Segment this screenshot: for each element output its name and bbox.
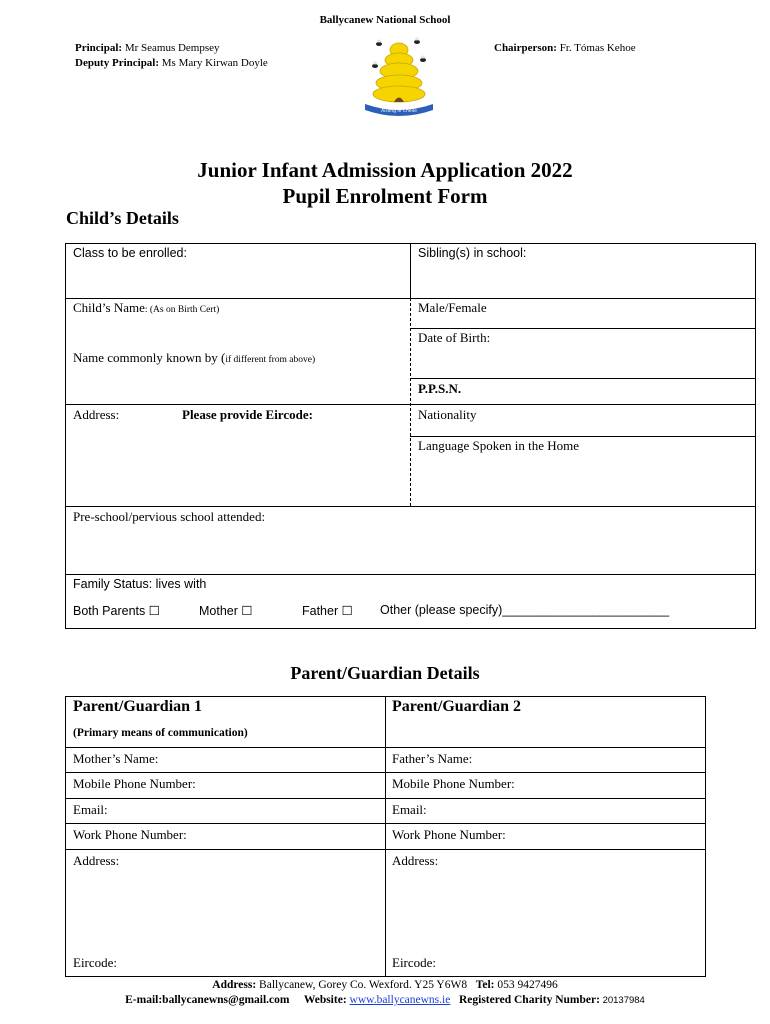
footer-tel-value: 053 9427496 — [494, 979, 558, 991]
school-crest-logo — [357, 30, 441, 116]
chairperson-name: Fr. Tómas Kehoe — [559, 42, 636, 54]
siblings-label: Sibling(s) in school: — [418, 246, 527, 260]
class-enrolled-label: Class to be enrolled: — [73, 246, 187, 260]
parent1-mobile-label[interactable]: Mobile Phone Number: — [73, 776, 196, 791]
parent1-address-label[interactable]: Address: — [73, 853, 120, 868]
mothers-name-label[interactable]: Mother’s Name: — [73, 751, 159, 766]
parent2-mobile-label[interactable]: Mobile Phone Number: — [392, 776, 515, 791]
footer-tel-label: Tel: — [475, 979, 495, 991]
option-mother[interactable]: Mother ☐ — [199, 604, 253, 618]
date-of-birth-label[interactable]: Date of Birth: — [418, 330, 491, 345]
table-rule — [65, 798, 706, 799]
parent2-eircode-label[interactable]: Eircode: — [392, 955, 437, 970]
table-rule — [65, 849, 706, 850]
parent2-email-label[interactable]: Email: — [392, 802, 427, 817]
crest-motto: Aisling le Chéile — [381, 109, 417, 114]
footer-website-link[interactable]: www.ballycanewns.ie — [349, 994, 451, 1006]
nationality-label[interactable]: Nationality — [418, 407, 477, 422]
school-name: Ballycanew National School — [319, 14, 451, 26]
table-rule — [65, 298, 756, 299]
table-rule — [410, 436, 756, 437]
eircode-prompt: Please provide Eircode: — [182, 407, 313, 422]
option-both-parents[interactable]: Both Parents ☐ — [73, 604, 160, 618]
footer-charity-number: 20137984 — [599, 995, 645, 1006]
family-status-label: Family Status: lives with — [73, 577, 207, 591]
table-rule — [410, 328, 756, 329]
chairperson-label: Chairperson: — [494, 42, 557, 54]
parent2-title: Parent/Guardian 2 — [392, 698, 522, 715]
table-rule — [65, 747, 706, 748]
option-father[interactable]: Father ☐ — [302, 604, 353, 618]
table-rule — [410, 378, 756, 379]
deputy-principal-name: Ms Mary Kirwan Doyle — [161, 57, 268, 69]
footer-address-line — [0, 979, 770, 991]
known-as-note: if different from above) — [225, 355, 316, 365]
footer-contact-line — [0, 994, 770, 1006]
principal-label: Principal: — [75, 42, 123, 54]
table-rule — [65, 574, 756, 575]
known-as-label: Name commonly known by ( — [73, 350, 226, 365]
childs-name-field[interactable] — [73, 300, 219, 316]
chairperson-line — [494, 42, 636, 54]
footer-address-value: Ballycanew, Gorey Co. Wexford. Y25 Y6W8 — [256, 979, 468, 991]
gender-label[interactable]: Male/Female — [418, 300, 487, 315]
parent-guardian-heading: Parent/Guardian Details — [290, 663, 480, 683]
option-other[interactable]: Other (please specify)________________________ — [380, 603, 670, 617]
table-rule — [65, 823, 706, 824]
table-divider — [410, 243, 411, 298]
childs-name-note: : (As on Birth Cert) — [144, 305, 220, 315]
fathers-name-label[interactable]: Father’s Name: — [392, 751, 473, 766]
childs-details-heading: Child’s Details — [66, 208, 179, 228]
footer-charity-label: Registered Charity Number: — [458, 994, 600, 1006]
footer-address-label: Address: — [212, 979, 257, 991]
principal-name: Mr Seamus Dempsey — [124, 42, 220, 54]
parent1-note: (Primary means of communication) — [73, 727, 248, 739]
principal-line — [75, 42, 220, 54]
ppsn-label[interactable]: P.P.S.N. — [418, 381, 462, 396]
parent2-address-label[interactable]: Address: — [392, 853, 439, 868]
preschool-label[interactable]: Pre-school/pervious school attended: — [73, 509, 266, 524]
table-divider — [385, 696, 386, 977]
form-title: Junior Infant Admission Application 2022 — [197, 158, 573, 182]
table-rule — [65, 404, 756, 405]
parent1-work-phone-label[interactable]: Work Phone Number: — [73, 827, 187, 842]
childs-name-label: Child’s Name — [73, 300, 145, 315]
parent2-work-phone-label[interactable]: Work Phone Number: — [392, 827, 506, 842]
known-as-field[interactable] — [73, 350, 315, 366]
form-subtitle: Pupil Enrolment Form — [282, 184, 488, 208]
deputy-principal-line — [75, 57, 268, 69]
footer-website-label: Website: — [303, 994, 347, 1006]
deputy-principal-label: Deputy Principal: — [75, 57, 160, 69]
parent1-eircode-label[interactable]: Eircode: — [73, 955, 118, 970]
footer-email: E-mail:ballycanewns@gmail.com — [125, 994, 290, 1006]
table-divider-dashed — [410, 298, 411, 506]
home-language-label[interactable]: Language Spoken in the Home — [418, 438, 580, 453]
address-label[interactable]: Address: — [73, 407, 120, 422]
table-rule — [65, 772, 706, 773]
table-rule — [65, 506, 756, 507]
parent1-email-label[interactable]: Email: — [73, 802, 108, 817]
parent1-title: Parent/Guardian 1 — [73, 698, 203, 715]
